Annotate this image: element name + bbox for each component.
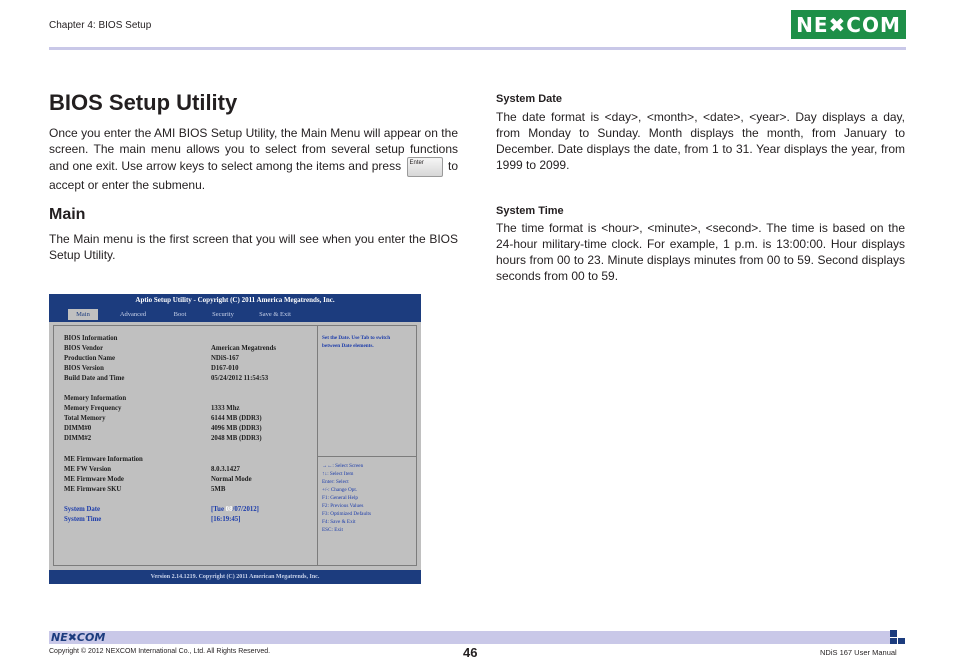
- bios-row-label: Memory Information: [64, 395, 127, 402]
- intro-text-b: to accept or enter the submenu.: [49, 159, 459, 192]
- bios-row-label: BIOS Version: [64, 365, 104, 372]
- bios-row-value: 8.0.3.1427: [211, 466, 240, 473]
- manual-title: NDiS 167 User Manual: [820, 648, 897, 657]
- intro-paragraph: [49, 125, 458, 193]
- bios-help-line: Set the Date. Use Tab to switch: [322, 335, 391, 341]
- bios-system-time-value[interactable]: [16:19:45]: [211, 516, 241, 523]
- bios-key-legend: ESC: Exit: [322, 527, 343, 533]
- chapter-label: Chapter 4: BIOS Setup: [49, 20, 152, 31]
- bios-tab-advanced[interactable]: Advanced: [119, 311, 147, 318]
- footer-square-icon: [890, 638, 897, 644]
- page-title: BIOS Setup Utility: [49, 90, 238, 115]
- bios-row-value: Normal Mode: [211, 476, 252, 483]
- bios-key-legend: F3: Optimized Defaults: [322, 511, 371, 517]
- bios-row-label: ME FW Version: [64, 466, 112, 473]
- bios-row-label: BIOS Vendor: [64, 345, 104, 352]
- bios-row-value: 6144 MB (DDR3): [211, 415, 262, 422]
- intro-text-a: Once you enter the AMI BIOS Setup Utility, the Main Menu will appear on the screen. The main menu allows you to select from several setup functions and one exit. Use arrow keys to select among the items and press: [49, 126, 458, 174]
- bios-tab-main[interactable]: Main: [68, 309, 98, 320]
- bios-row-value: NDiS-167: [211, 355, 239, 362]
- bios-row-label: ME Firmware Mode: [64, 476, 124, 483]
- bios-row-label: Total Memory: [64, 415, 106, 422]
- copyright-text: Copyright © 2012 NEXCOM International Co., Ltd. All Rights Reserved.: [49, 648, 271, 655]
- bios-row-label: DIMM#2: [64, 435, 92, 442]
- bios-tab-save-exit[interactable]: Save & Exit: [259, 311, 291, 318]
- nexcom-logo: NE✖COM: [791, 10, 906, 39]
- bios-screenshot: [49, 294, 421, 584]
- bios-row-value: 05/24/2012 11:54:53: [211, 375, 269, 382]
- date-highlight: 08: [225, 506, 233, 513]
- footer-logo: NE✖COM: [51, 631, 106, 644]
- bios-row-value: 4096 MB (DDR3): [211, 425, 262, 432]
- system-time-heading: System Time: [496, 205, 564, 217]
- bios-row-label: Build Date and Time: [64, 375, 125, 382]
- date-part: [Tue: [211, 506, 226, 513]
- bios-system-time-label[interactable]: System Time: [64, 516, 102, 523]
- bios-system-date-value[interactable]: [211, 506, 259, 513]
- bios-key-legend: ↑↓: Select Item: [322, 471, 354, 477]
- bios-tab-security[interactable]: Security: [212, 311, 234, 318]
- bios-key-legend: F1: General Help: [322, 495, 359, 501]
- bios-row-value: D167-010: [211, 365, 239, 372]
- bios-row-value: 2048 MB (DDR3): [211, 435, 262, 442]
- bios-row-value: American Megatrends: [211, 345, 276, 352]
- bios-key-legend: Enter: Select: [322, 479, 349, 485]
- bios-key-legend: F4: Save & Exit: [322, 519, 356, 525]
- footer-square-icon: [890, 630, 897, 637]
- main-paragraph: The Main menu is the first screen that you will see when you enter the BIOS Setup Utility.: [49, 232, 458, 262]
- date-part: /07/2012]: [232, 506, 259, 513]
- main-heading: Main: [49, 206, 86, 223]
- bios-footer-bar: Version 2.14.1219. Copyright (C) 2011 American Megatrends, Inc.: [49, 570, 421, 584]
- bios-row-label: Memory Frequency: [64, 405, 122, 412]
- bios-title-bar: Aptio Setup Utility - Copyright (C) 2011 America Megatrends, Inc.: [49, 294, 421, 307]
- bios-panel-divider: [317, 325, 318, 566]
- bios-key-legend: →←: Select Screen: [322, 463, 364, 469]
- bios-row-value: 5MB: [211, 486, 226, 493]
- bios-row-label: ME Firmware SKU: [64, 486, 122, 493]
- bios-tab-bar: [49, 307, 421, 322]
- footer-bar: [49, 631, 890, 644]
- system-time-paragraph: The time format is <hour>, <minute>, <second>. The time is based on the 24-hour military-time clock. For example, 1 p.m. is 13:00:00. Hour displays hours from 00 to 23. Minute displays minutes from 00 to 59. Second displays seconds from 00 to 59.: [496, 221, 905, 283]
- system-date-paragraph: The date format is <day>, <month>, <date>, <year>. Day displays a day, from Monday to Sunday. Month displays the month, from January to December. Date displays the date, from 1 to 31. Year displays the year, from 1999 to 2099.: [496, 110, 905, 172]
- bios-row-label: DIMM#0: [64, 425, 92, 432]
- page-number: 46: [463, 645, 478, 660]
- bios-system-date-label[interactable]: System Date: [64, 506, 101, 513]
- footer-square-icon: [898, 638, 905, 644]
- bios-row-value: 1333 Mhz: [211, 405, 240, 412]
- enter-key-icon: Enter: [407, 157, 443, 177]
- bios-row-label: ME Firmware Information: [64, 456, 143, 463]
- system-date-heading: System Date: [496, 93, 563, 105]
- bios-key-legend: +/-: Change Opt.: [322, 487, 358, 493]
- bios-row-label: BIOS Information: [64, 335, 118, 342]
- header-rule: [49, 47, 906, 50]
- bios-key-legend: F2: Previous Values: [322, 503, 364, 509]
- bios-row-label: Production Name: [64, 355, 116, 362]
- bios-tab-boot[interactable]: Boot: [173, 311, 187, 318]
- bios-help-divider: [318, 456, 417, 457]
- bios-help-line: between Date elements.: [322, 343, 374, 349]
